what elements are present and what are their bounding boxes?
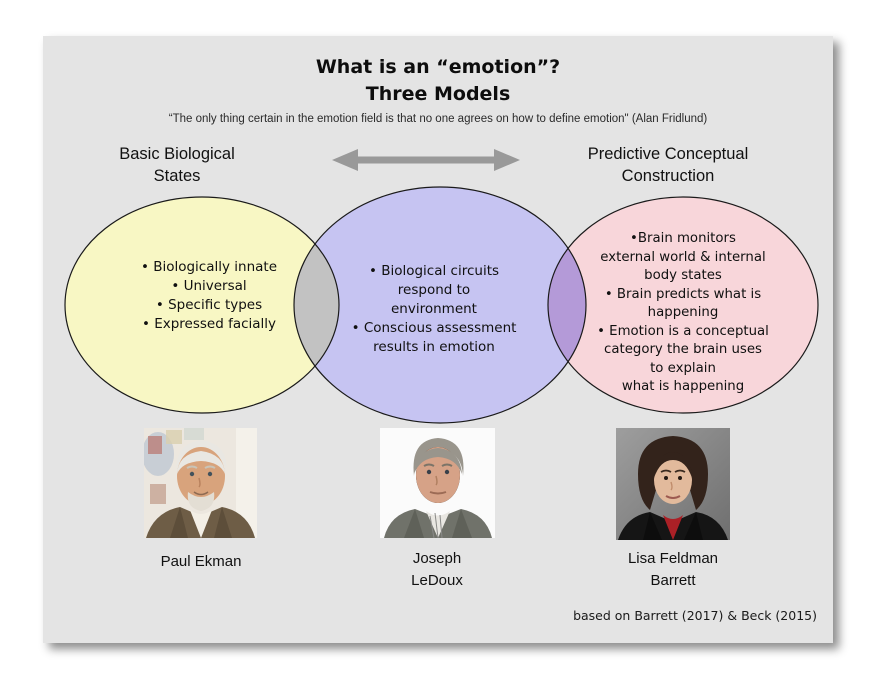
bullet-line: • Expressed facially bbox=[141, 316, 277, 332]
bullet-line: body states bbox=[644, 268, 722, 283]
caption-lisa-feldman-barrett bbox=[573, 548, 773, 592]
header-right-line-2: Construction bbox=[621, 167, 715, 185]
venn-text-predictive bbox=[575, 230, 791, 397]
header-right-line-1: Predictive Conceptual bbox=[587, 145, 749, 163]
header-left-line-1: Basic Biological bbox=[119, 145, 235, 163]
bullet-line: category the brain uses bbox=[604, 342, 762, 357]
bullet-line: • Conscious assessment bbox=[351, 320, 517, 336]
bullet-line: • Biological circuits bbox=[368, 263, 500, 279]
bullet-line: • Emotion is a conceptual bbox=[597, 323, 769, 339]
credit-text: based on Barrett (2017) & Beck (2015) bbox=[573, 608, 817, 623]
name-line: LeDoux bbox=[411, 572, 463, 589]
bullet-line: to explain bbox=[650, 360, 716, 376]
header-left-line-2: States bbox=[153, 167, 201, 185]
bullet-line: happening bbox=[647, 305, 719, 320]
bullet-line: • Specific types bbox=[155, 297, 263, 313]
venn-text-circuits bbox=[334, 262, 534, 357]
lisa-feldman-barrett-photo bbox=[616, 428, 730, 540]
paul-ekman-photo bbox=[144, 428, 257, 538]
name-line: Lisa Feldman bbox=[627, 550, 719, 567]
caption-paul-ekman bbox=[101, 551, 301, 573]
bullet-line: what is happening bbox=[621, 379, 745, 394]
bullet-line: • Biologically innate bbox=[140, 259, 278, 275]
bullet-line: • Universal bbox=[171, 278, 247, 294]
bullet-line: environment bbox=[391, 301, 477, 317]
name-line: Joseph bbox=[412, 550, 462, 567]
quote-text: “The only thing certain in the emotion field is that no one agrees on how to define emotion" (Alan Fridlund) bbox=[168, 113, 708, 125]
double-arrow-icon bbox=[332, 149, 520, 171]
bullet-line: • Brain predicts what is bbox=[604, 286, 762, 302]
name-line: Barrett bbox=[650, 572, 696, 589]
name-line: Paul Ekman bbox=[160, 553, 242, 570]
title-line-2: Three Models bbox=[365, 83, 511, 105]
caption-joseph-ledoux bbox=[337, 548, 537, 592]
venn-text-basic-biological bbox=[109, 258, 309, 334]
slide bbox=[43, 36, 833, 643]
bullet-line: respond to bbox=[397, 282, 471, 298]
bullet-line: •Brain monitors bbox=[630, 231, 736, 246]
bullet-line: external world & internal bbox=[600, 249, 766, 265]
bullet-line: results in emotion bbox=[373, 339, 495, 355]
joseph-ledoux-photo bbox=[380, 428, 495, 538]
title-line-1: What is an “emotion”? bbox=[315, 56, 561, 78]
